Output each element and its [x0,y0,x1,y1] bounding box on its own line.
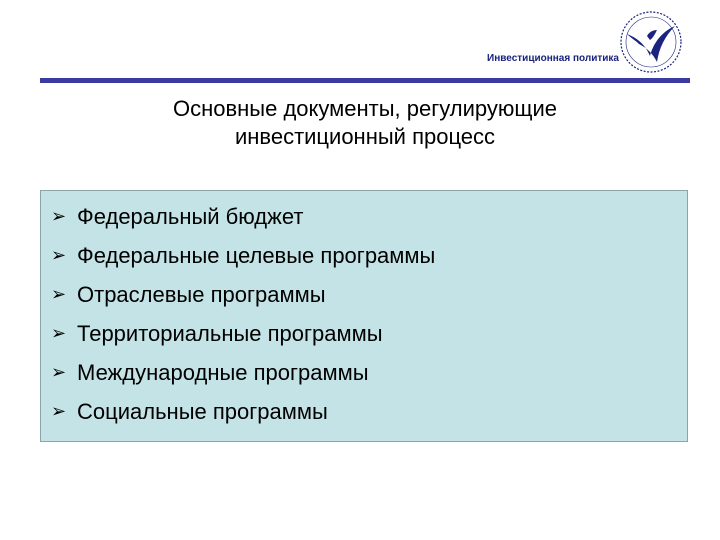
arrow-bullet-icon: ➢ [51,362,67,383]
page-title [60,95,670,151]
document-list-panel [40,190,688,442]
list-item [41,314,687,353]
list-item-label: Международные программы [77,359,369,385]
list-item [41,197,687,236]
list-item-label: Социальные программы [77,398,328,424]
header-rule [40,78,690,83]
list-item-label: Территориальные программы [77,320,383,346]
list-item [41,275,687,314]
arrow-bullet-icon: ➢ [51,323,67,344]
list-item-label: Федеральный бюджет [77,203,304,229]
section-label: Инвестиционная политика [487,53,619,64]
arrow-bullet-icon: ➢ [51,206,67,227]
arrow-bullet-icon: ➢ [51,401,67,422]
arrow-bullet-icon: ➢ [51,284,67,305]
list-item-label: Федеральные целевые программы [77,242,436,268]
title-line-1: Основные документы, регулирующие [172,96,558,121]
list-item [41,392,687,431]
title-line-2: инвестиционный процесс [234,124,496,149]
list-item [41,236,687,275]
arrow-bullet-icon: ➢ [51,245,67,266]
bird-emblem-icon [613,8,689,76]
list-item [41,353,687,392]
list-item-label: Отраслевые программы [77,281,326,307]
document-list [41,191,687,431]
